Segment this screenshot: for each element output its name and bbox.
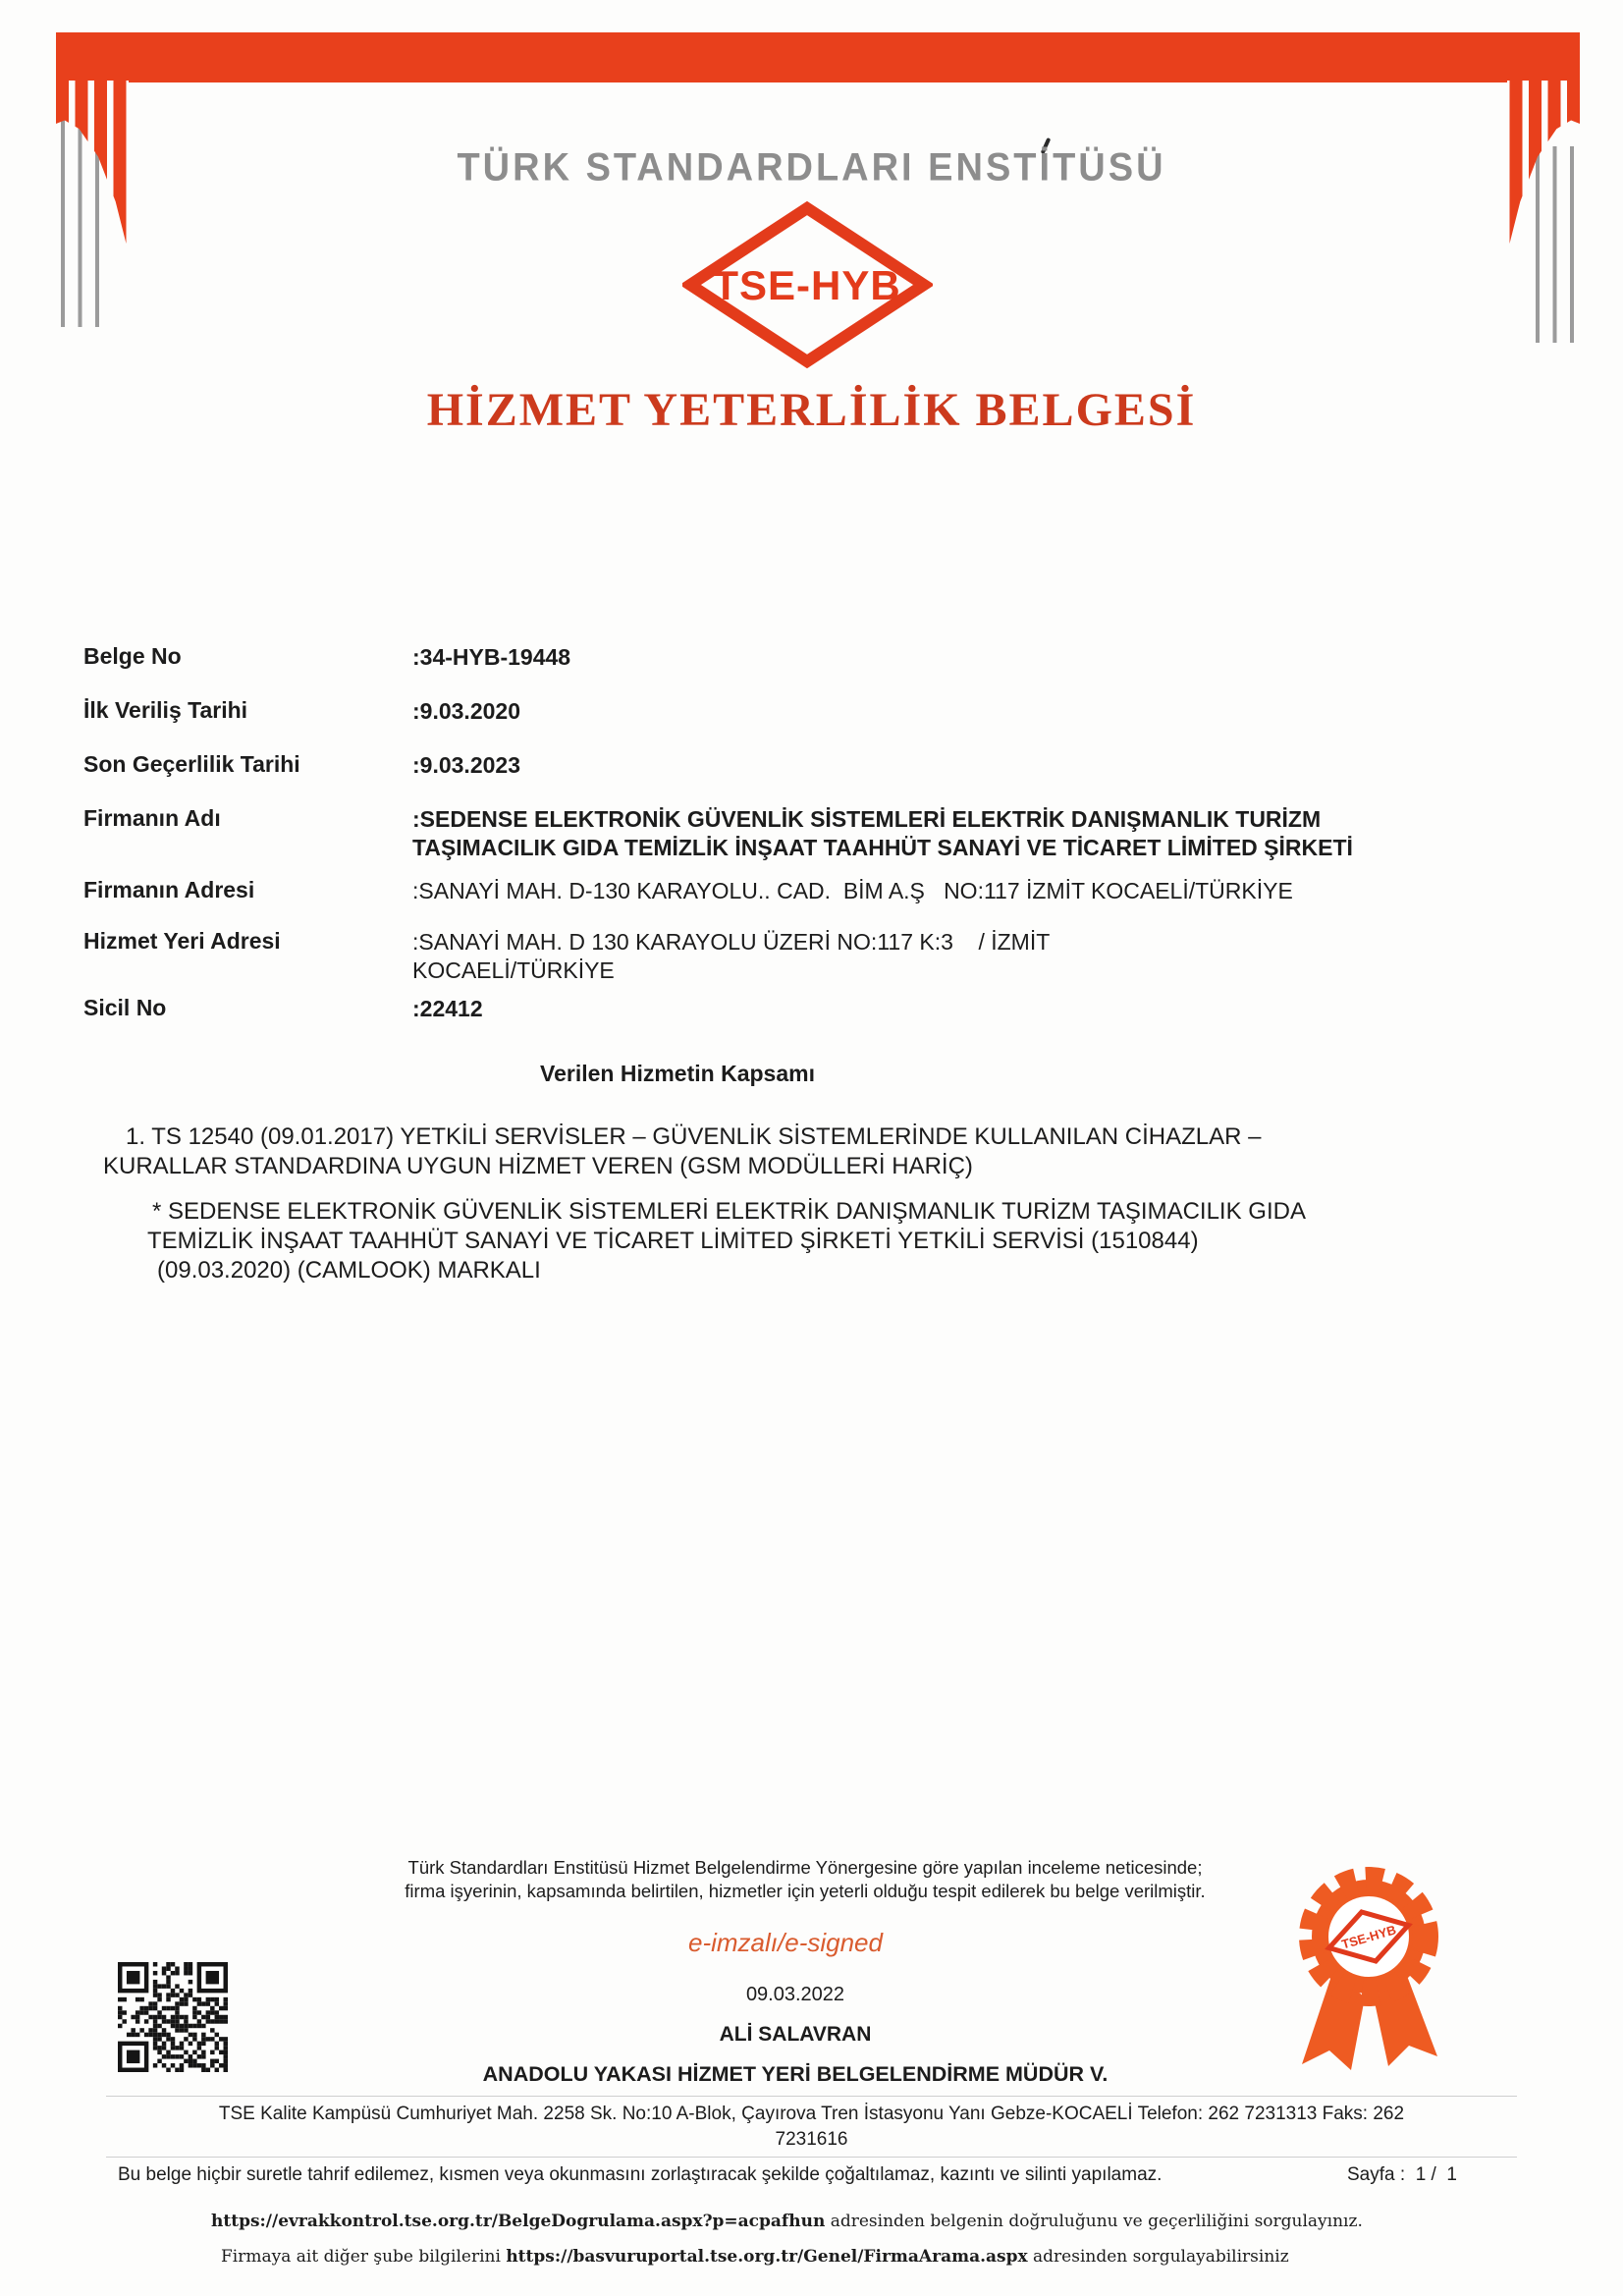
verify-line: [211, 2212, 1363, 2231]
top-red-band: [56, 32, 1580, 82]
institution-name: TÜRK STANDARDLARI ENSTİTÜSÜ: [457, 146, 1166, 190]
field-label: Firmanın Adresi: [83, 877, 255, 902]
tse-hyb-diamond-icon: [682, 201, 933, 373]
signatory-name: ALİ SALAVRAN: [719, 2023, 872, 2046]
field-label: Belge No: [83, 643, 182, 669]
footer-address-line2: 7231616: [775, 2129, 848, 2150]
kapsam-item2-line3: (09.03.2020) (CAMLOOK) MARKALI: [157, 1257, 541, 1284]
field-value: :SANAYİ MAH. D-130 KARAYOLU.. CAD. BİM A.Ş NO:117 İZMİT KOCAELİ/TÜRKİYE: [412, 878, 1293, 903]
kapsam-heading: Verilen Hizmetin Kapsamı: [540, 1061, 815, 1086]
branch-prefix: Firmaya ait diğer şube bilgilerini: [221, 2247, 507, 2267]
footer-divider-bottom: [106, 2157, 1517, 2158]
verify-text: adresinden belgenin doğruluğunu ve geçerliliğini sorgulayınız.: [825, 2212, 1363, 2231]
logo-text: TSE-HYB: [713, 262, 901, 308]
branch-url: https://basvuruportal.tse.org.tr/Genel/FirmaArama.aspx: [506, 2247, 1028, 2267]
kapsam-item1-line2: KURALLAR STANDARDINA UYGUN HİZMET VEREN (GSM MODÜLLERİ HARİÇ): [103, 1153, 973, 1179]
footer-warning: Bu belge hiçbir suretle tahrif edilemez, kısmen veya okunmasını zorlaştıracak şekilde çoğaltılamaz, kazıntı ve silinti yapılamaz.: [118, 2164, 1163, 2185]
rosette-ribbon-icon: [1274, 1852, 1463, 2083]
kapsam-item1-line1: 1. TS 12540 (09.01.2017) YETKİLİ SERVİSLER – GÜVENLİK SİSTEMLERİNDE KULLANILAN CİHAZLAR –: [126, 1123, 1262, 1150]
kapsam-item2-line2: TEMİZLİK İNŞAAT TAAHHÜT SANAYİ VE TİCARET LİMİTED ŞİRKETİ YETKİLİ SERVİSİ (1510844): [147, 1228, 1199, 1254]
field-value: :9.03.2020: [412, 698, 520, 724]
field-value-line2: TAŞIMACILIK GIDA TEMİZLİK İNŞAAT TAAHHÜT SANAYİ VE TİCARET LİMİTED ŞİRKETİ: [412, 835, 1353, 860]
field-value: :22412: [412, 996, 483, 1021]
verify-url: https://evrakkontrol.tse.org.tr/BelgeDogrulama.aspx?p=acpafhun: [211, 2212, 826, 2231]
rosette-logo-text: TSE-HYB: [1339, 1922, 1398, 1952]
footer-address-line1: TSE Kalite Kampüsü Cumhuriyet Mah. 2258 Sk. No:10 A-Blok, Çayırova Tren İstasyonu Yanı Gebze-KOCAELİ Telefon: 262 7231313 Faks: 262: [218, 2104, 1405, 2124]
field-label: İlk Veriliş Tarihi: [83, 697, 248, 723]
signatory-role: ANADOLU YAKASI HİZMET YERİ BELGELENDİRME MÜDÜR V.: [482, 2062, 1109, 2086]
field-value: :9.03.2023: [412, 752, 520, 778]
signature-date: 09.03.2022: [745, 1984, 845, 2005]
branch-suffix: adresinden sorgulayabilirsiniz: [1027, 2247, 1289, 2267]
kapsam-item2-line1: * SEDENSE ELEKTRONİK GÜVENLİK SİSTEMLERİ ELEKTRİK DANIŞMANLIK TURİZM TAŞIMACILIK GIDA: [152, 1198, 1306, 1225]
field-value-line2: KOCAELİ/TÜRKİYE: [412, 957, 615, 983]
field-label: Son Geçerlilik Tarihi: [83, 751, 300, 777]
field-value-line1: :SANAYİ MAH. D 130 KARAYOLU ÜZERİ NO:117 K:3 / İZMİT: [412, 929, 1051, 955]
field-label: Hizmet Yeri Adresi: [83, 928, 281, 954]
field-label: Sicil No: [83, 995, 167, 1020]
field-value-line1: :SEDENSE ELEKTRONİK GÜVENLİK SİSTEMLERİ ELEKTRİK DANIŞMANLIK TURİZM: [412, 806, 1322, 832]
branch-line: [221, 2247, 1289, 2267]
field-label: Firmanın Adı: [83, 805, 221, 831]
document-title: HİZMET YETERLİLİK BELGESİ: [426, 384, 1197, 436]
qr-code: [118, 1962, 228, 2072]
page-number: Sayfa : 1 / 1: [1347, 2164, 1457, 2185]
field-value: :34-HYB-19448: [412, 644, 571, 670]
footer-divider-top: [106, 2096, 1517, 2097]
statement-line2: firma işyerinin, kapsamında belirtilen, hizmetler için yeterli olduğu tespit edilerek bu belge verilmiştir.: [405, 1881, 1206, 1901]
statement-line1: Türk Standardları Enstitüsü Hizmet Belgelendirme Yönergesine göre yapılan inceleme neticesinde;: [407, 1857, 1203, 1878]
esigned-label: e-imzalı/e-signed: [688, 1928, 883, 1957]
